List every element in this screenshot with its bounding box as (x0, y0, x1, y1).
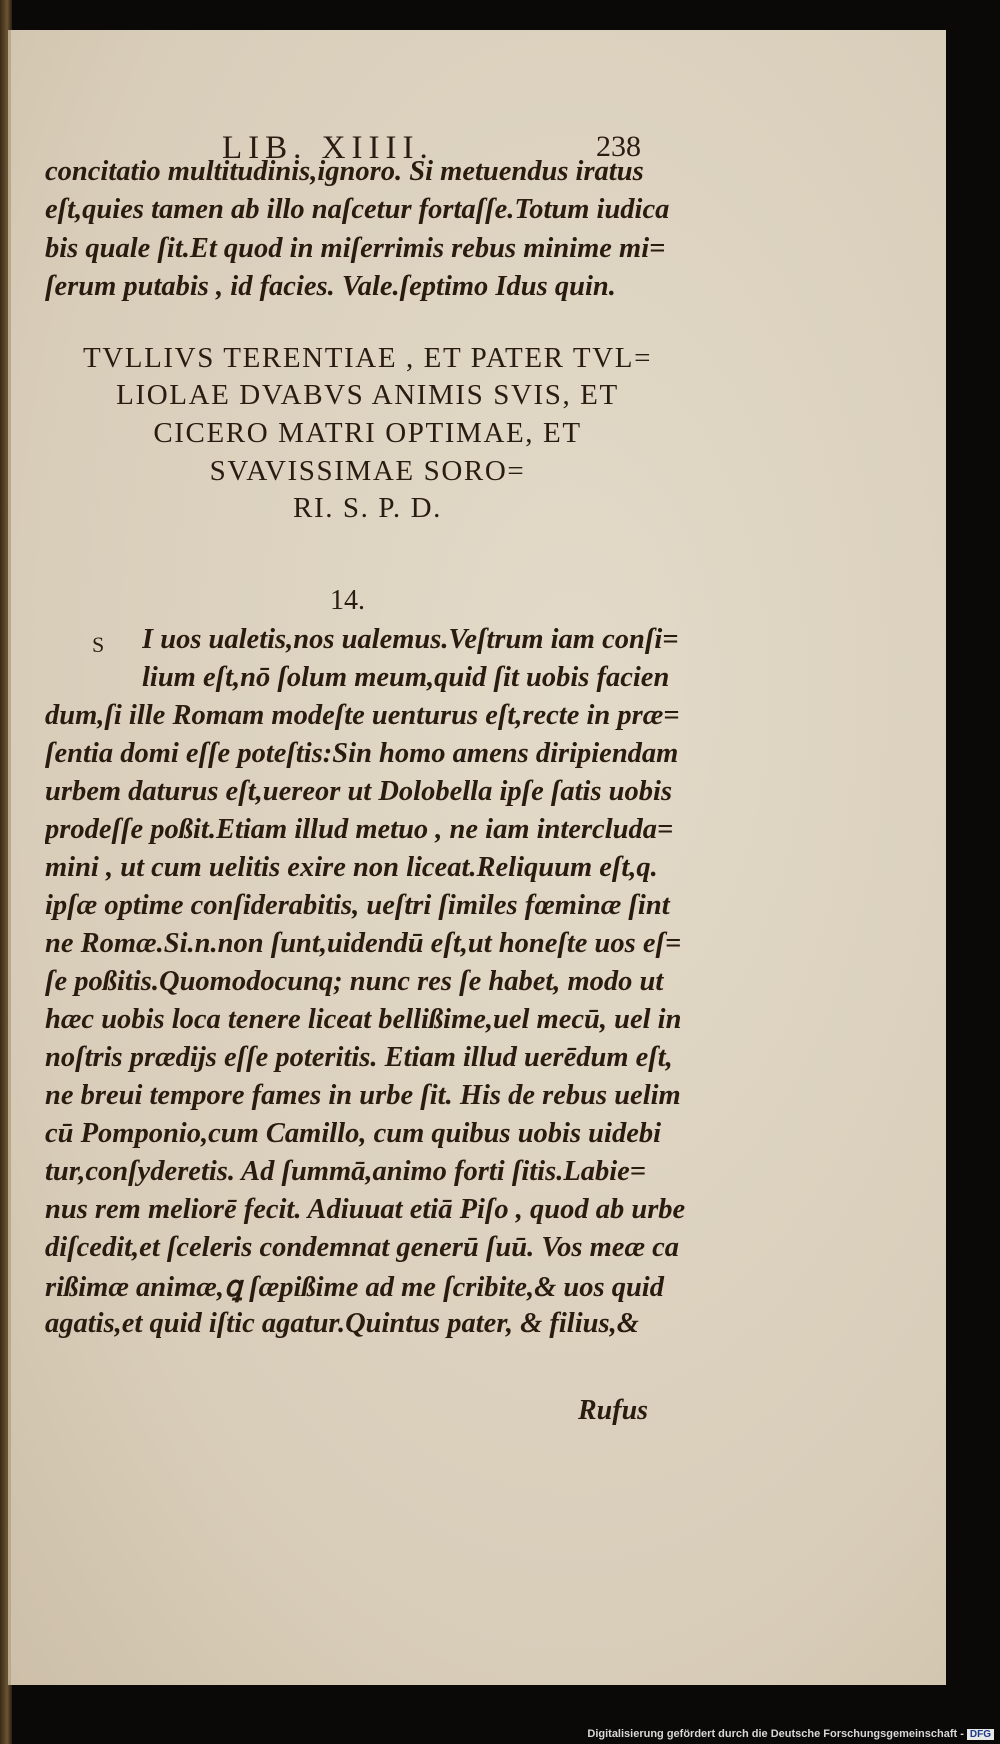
text-line: urbem daturus eſt,uereor ut Dolobella ipſe ſatis uobis (45, 776, 673, 807)
text-line: ne breui tempore fames in urbe ſit. His de rebus uelim (45, 1080, 681, 1111)
text-line: noſtris prædijs eſſe poteritis. Etiam illud uerēdum eſt, (45, 1042, 673, 1073)
text-line: ſerum putabis , id facies. Vale.ſeptimo Idus quin. (45, 271, 616, 302)
text-line: eſt,quies tamen ab illo naſcetur fortaſſe.Totum iudica (45, 194, 670, 225)
dfg-logo: DFG (967, 1729, 994, 1740)
heading-line: CICERO MATRI OPTIMAE, ET (153, 417, 582, 449)
text-line: ne Romæ.Si.n.non ſunt,uidendū eſt,ut honeſte uos eſ= (45, 928, 682, 959)
initial-letter: S (92, 632, 105, 657)
text-line: dum,ſi ille Romam modeſte uenturus eſt,recte in præ= (45, 700, 680, 731)
digitization-credit (587, 1728, 994, 1740)
letter-number: 14. (330, 585, 365, 616)
text-line: hæc uobis loca tenere liceat bellißime,uel mecū, uel in (45, 1004, 682, 1035)
text-line: I uos ualetis,nos ualemus.Veſtrum iam conſi= (142, 624, 679, 655)
text-line: agatis,et quid iſtic agatur.Quintus pater, & filius,& (45, 1308, 639, 1339)
text-line: tur,conſyderetis. Ad ſummā,animo forti ſitis.Labie= (45, 1156, 647, 1187)
text-line: ſe poßitis.Quomodocunq; nunc res ſe habet, modo ut (45, 966, 664, 997)
text-line: diſcedit,et ſceleris condemnat generū ſuū. Vos meæ ca (45, 1232, 680, 1263)
text-line: concitatio multitudinis,ignoro. Si metuendus iratus (45, 156, 644, 187)
running-head: LIB. XIIII. (222, 130, 434, 166)
text-line: prodeſſe poßit.Etiam illud metuo , ne iam intercluda= (45, 814, 674, 845)
text-line: lium eſt,nō ſolum meum,quid ſit uobis facien (142, 662, 670, 693)
heading-line: SVAVISSIMAE SORO= (209, 455, 526, 487)
heading-line: TVLLIVS TERENTIAE , ET PATER TVL= (82, 342, 653, 374)
text-line: ipſæ optime conſiderabitis, ueſtri ſimiles fœminæ ſint (45, 890, 670, 921)
page-number: 238 (596, 130, 641, 163)
text-line: bis quale ſit.Et quod in miſerrimis rebus minime mi= (45, 233, 666, 264)
text-line: ſentia domi eſſe poteſtis:Sin homo amens diripiendam (45, 738, 679, 769)
catchword: Rufus (578, 1395, 649, 1426)
text-line: nus rem meliorē fecit. Adiuuat etiā Piſo , quod ab urbe (45, 1194, 685, 1225)
heading-line: LIOLAE DVABVS ANIMIS SVIS, ET (116, 379, 619, 411)
credit-text: Digitalisierung gefördert durch die Deutsche Forschungsgemeinschaft - (587, 1728, 964, 1740)
text-line: mini , ut cum uelitis exire non liceat.Reliquum eſt,q. (45, 852, 658, 883)
text-line: cū Pomponio,cum Camillo, cum quibus uobis uidebi (45, 1118, 662, 1149)
heading-line: RI. S. P. D. (293, 492, 442, 524)
text-line: rißimæ animæ,ꝗ ſæpißime ad me ſcribite,& uos quid (45, 1272, 664, 1303)
